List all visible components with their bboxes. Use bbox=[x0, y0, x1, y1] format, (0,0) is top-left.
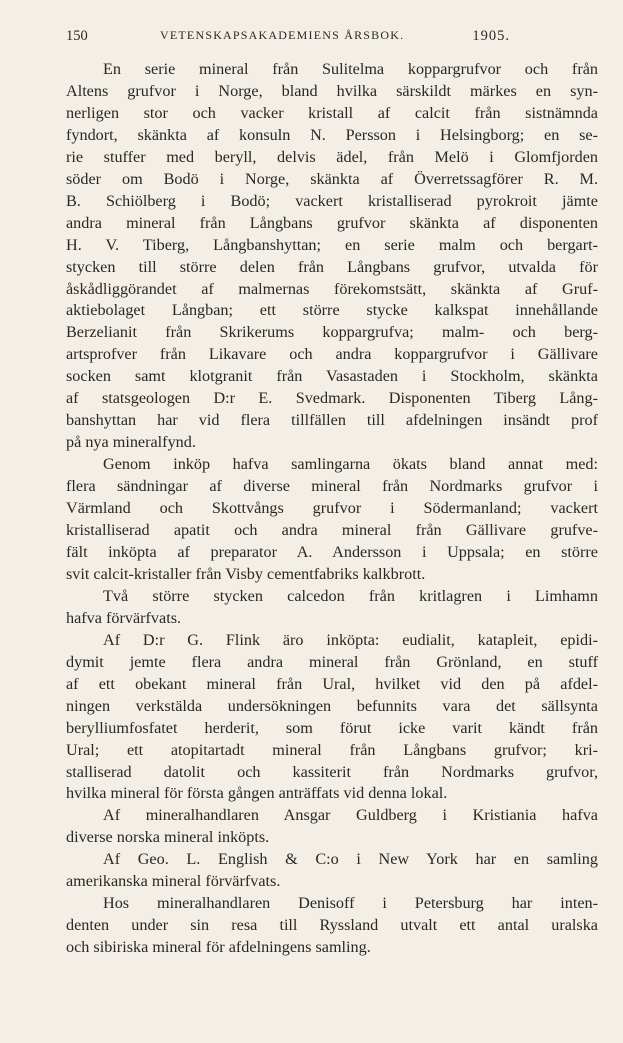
text-line: En serie mineral från Sulitelma koppargrufvor och från bbox=[103, 60, 598, 78]
text-line: stycken till större delen från Långbans grufvor, utvalda för bbox=[66, 257, 598, 276]
body-text bbox=[66, 59, 598, 959]
text-line: fält inköpta af preparator A. Andersson i Uppsala; en större bbox=[66, 542, 598, 561]
text-line: svit calcit-kristaller från Visby cementfabriks kalkbrott. bbox=[66, 564, 426, 583]
text-line: på nya mineralfynd. bbox=[66, 433, 196, 452]
text-line: åskådliggörandet af malmernas förekomstsätt, skänkta af Gruf- bbox=[66, 279, 598, 298]
text-line: Altens grufvor i Norge, bland hvilka särskildt märkes en syn- bbox=[66, 81, 598, 100]
text-line: H. V. Tiberg, Långbanshyttan; en serie malm och bergart- bbox=[66, 235, 598, 254]
text-line: af statsgeologen D:r E. Svedmark. Disponenten Tiberg Lång- bbox=[66, 389, 598, 408]
page-number: 150 bbox=[66, 28, 88, 44]
paragraph bbox=[66, 630, 598, 806]
text-line: kristalliserad apatit och andra mineral från Gällivare grufve- bbox=[66, 521, 598, 540]
text-line: denten under sin resa till Ryssland utvalt ett antal uralska bbox=[66, 916, 598, 935]
text-line: banshyttan har vid flera tillfällen till afdelningen insändt prof bbox=[66, 411, 598, 430]
paragraph bbox=[66, 849, 598, 893]
text-line: Hos mineralhandlaren Denisoff i Petersburg har inten- bbox=[103, 894, 598, 913]
text-line: aktiebolaget Långban; ett större stycke kalkspat innehållande bbox=[66, 301, 598, 320]
text-line: amerikanska mineral förvärfvats. bbox=[66, 872, 281, 891]
text-line: artsprofver från Likavare och andra koppargrufvor i Gällivare bbox=[66, 345, 598, 364]
header-year: 1905. bbox=[472, 28, 510, 44]
text-line: diverse norska mineral inköpts. bbox=[66, 828, 270, 847]
text-line: hafva förvärfvats. bbox=[66, 608, 182, 627]
text-line: dymit jemte flera andra mineral från Grönland, en stuff bbox=[66, 652, 598, 671]
text-line: Af mineralhandlaren Ansgar Guldberg i Kristiania hafva bbox=[103, 806, 598, 825]
text-line: andra mineral från Långbans grufvor skänkta af disponenten bbox=[66, 213, 598, 232]
paragraph bbox=[66, 59, 598, 454]
text-line: socken samt klotgranit från Vasastaden i Stockholm, skänkta bbox=[66, 367, 598, 386]
text-line: rie stuffer med beryll, delvis ädel, från Melö i Glomfjorden bbox=[66, 147, 598, 166]
text-line: hvilka mineral för första gången anträffats vid denna lokal. bbox=[66, 784, 448, 803]
text-line: Genom inköp hafva samlingarna ökats bland annat med: bbox=[103, 455, 598, 474]
text-line: Värmland och Skottvångs grufvor i Södermanland; vackert bbox=[66, 499, 598, 518]
text-line: Af Geo. L. English & C:o i New York har en samling bbox=[103, 850, 598, 869]
text-line: Två större stycken calcedon från kritlagren i Limhamn bbox=[103, 586, 598, 605]
text-line: B. Schiölberg i Bodö; vackert kristalliserad pyrokroit jämte bbox=[66, 191, 598, 210]
paragraph bbox=[66, 893, 598, 959]
paragraph bbox=[66, 454, 598, 586]
paragraph bbox=[66, 586, 598, 630]
text-line: berylliumfosfatet herderit, som förut icke varit kändt från bbox=[66, 718, 598, 737]
paragraph bbox=[66, 805, 598, 849]
text-line: och sibiriska mineral för afdelningens samling. bbox=[66, 938, 371, 957]
text-line: Af D:r G. Flink äro inköpta: eudialit, katapleit, epidi- bbox=[103, 630, 598, 649]
text-line: nerligen stor och vacker kristall af calcit från sistnämnda bbox=[66, 103, 598, 122]
page-header bbox=[66, 28, 598, 48]
text-line: stalliserad datolit och kassiterit från Nordmarks grufvor, bbox=[66, 762, 598, 781]
running-title: VETENSKAPSAKADEMIENS ÅRSBOK. bbox=[160, 28, 405, 42]
text-line: fyndort, skänkta af konsuln N. Persson i Helsingborg; en se- bbox=[66, 125, 598, 144]
text-line: Berzelianit från Skrikerums koppargrufva; malm- och berg- bbox=[66, 323, 598, 342]
text-line: ningen verkstälda undersökningen befunnits vara det sällsynta bbox=[66, 696, 598, 715]
text-line: flera sändningar af diverse mineral från Nordmarks grufvor i bbox=[66, 477, 598, 496]
text-line: söder om Bodö i Norge, skänkta af Överretssagförer R. M. bbox=[66, 169, 598, 188]
text-line: Ural; ett atopitartadt mineral från Långbans grufvor; kri- bbox=[66, 740, 598, 759]
text-line: af ett obekant mineral från Ural, hvilket vid den på afdel- bbox=[66, 674, 598, 693]
